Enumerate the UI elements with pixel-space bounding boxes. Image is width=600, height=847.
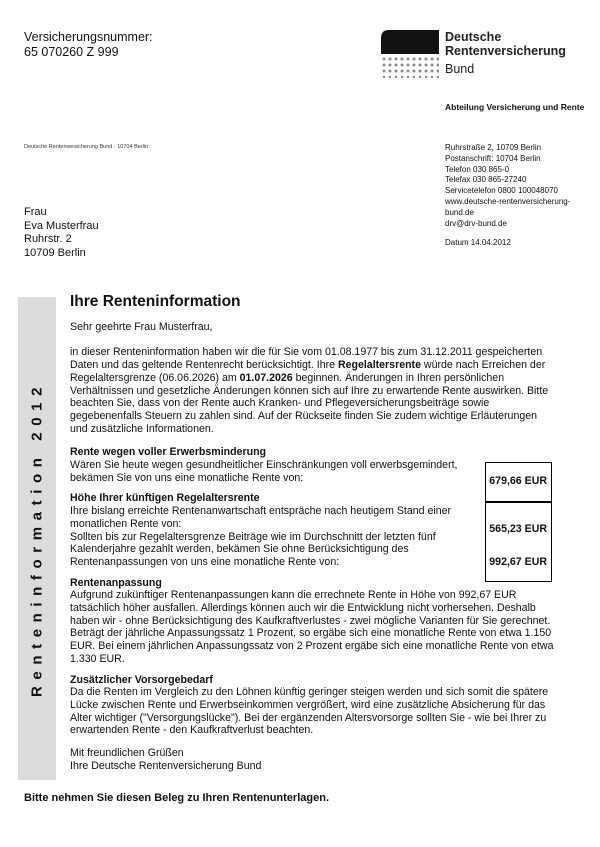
insurance-number-label: Versicherungsnummer: [24,30,153,44]
insurance-number-block [24,30,153,60]
section-title: Rente wegen voller Erwerbsminderung [70,446,267,459]
contact-line: Servicetelefon 0800 100048070 [445,186,558,196]
address-line: 10709 Berlin [24,246,86,259]
closing-greeting: Mit freundlichen Grüßen [70,747,184,760]
contact-block [445,143,595,249]
logo-line-1: Deutsche [445,30,502,44]
salutation: Sehr geehrte Frau Musterfrau, [70,320,213,333]
drv-logo-wordmark [445,30,566,76]
letter-body [70,293,555,773]
intro-bold-2: 01.07.2026 [239,371,293,384]
section-text: Aufgrund zukünftiger Rentenanpassungen kann die errechnete Rente in Höhe von 992,67 EUR tatsächlich höher ausfallen. Allerdings können auch wir die Entwicklung nicht vorhersehen. Deshalb haben wir - ohne Berücksichtigung des Kaufkraftverlustes - zwei mögliche Varianten für Sie gerechnet. Beträgt der jährliche Anpassungssatz 1 Prozent, so ergäbe sich eine monatliche Rente von etwa 1.150 EUR. Bei einem jährlichen Anpassungssatz von 2 Prozent ergäbe sich eine monatliche Rente von etwa 1.330 EUR. [70,589,554,665]
section-text: Ihre bislang erreichte Rentenanwartschaft entspräche nach heutigem Stand einer monatlichen Rente von: [70,505,452,530]
intro-text-2: würde nach Erreichen der Regelaltersgrenze (06.06.2026) am [70,359,546,384]
insurance-number: 65 070260 Z 999 [24,45,119,59]
intro-text-3: beginnen. Änderungen in Ihren persönlichen Verhältnissen und gesetzliche Änderungen können sich auf Ihre zu erwartende Rente auswirken. Bitte beachten Sie, dass von der Rente auch Kranken- und Pflegeversicherungsbeiträge sowie gegebenenfalls Steuern zu zahlen sind. Auf der Rückseite finden Sie zudem wichtige Erläuterungen und zusätzliche Informationen. [70,371,549,435]
contact-line: Telefon 030 865-0 [445,164,510,174]
sidebar-vertical-title: Renteninformation 2012 [28,380,46,697]
section-title: Höhe Ihrer künftigen Regelaltersrente [70,492,260,505]
amount-box-regular [485,502,552,582]
logo-line-2: Rentenversicherung [445,44,566,58]
contact-line: www.deutsche-rentenversicherung- [445,196,571,206]
drv-logo-icon [381,30,439,78]
address-line: Eva Musterfrau [24,219,99,232]
contact-line: Telefax 030 865-27240 [445,175,527,185]
section-additional-provision [70,674,555,738]
closing-signature: Ihre Deutsche Rentenversicherung Bund [70,759,262,772]
address-line: Frau [24,206,47,218]
address-line: Ruhrstr. 2 [24,233,72,246]
logo-line-3: Bund [445,62,475,76]
section-pension-adjustment [70,577,555,666]
section-title: Zusätzlicher Vorsorgebedarf [70,673,213,686]
intro-bold-1: Regelaltersrente [337,359,421,372]
department-label: Abteilung Versicherung und Rente [445,102,585,112]
sidebar-band [18,297,56,780]
contact-line: Postanschrift: 10704 Berlin [445,153,541,163]
intro-paragraph [70,346,555,435]
letter-date: Datum 14.04.2012 [445,238,511,248]
letter-title: Ihre Renteninformation [70,293,241,310]
section-text: Sollten bis zur Regelaltersgrenze Beiträge wie im Durchschnitt der letzten fünf Kalenderjahre gezahlt werden, bekämen Sie ohne Berücksichtigung des Rentenanpassungen von uns eine monatliche Rente von: [70,530,436,568]
contact-line: Ruhrstraße 2, 10709 Berlin [445,143,542,152]
intro-text-1: in dieser Renteninformation haben wir die für Sie vom 01.08.1977 bis zum 31.12.2011 gespeicherten Daten und das geltende Rentenrecht berücksichtigt. Ihre [70,346,543,372]
section-disability-pension [70,446,480,484]
contact-line: bund.de [445,207,474,217]
contact-line: drv@drv-bund.de [445,218,507,228]
amount-value: 679,66 EUR [489,475,547,487]
sender-return-line: Deutsche Rentenversicherung Bund · 10704 Berlin [24,144,149,150]
amount-box-disability [485,462,552,502]
amount-value: 565,23 EUR [489,523,547,535]
amount-value: 992,67 EUR [489,556,547,568]
section-title: Rentenanpassung [70,576,162,589]
section-text: Wären Sie heute wegen gesundheitlicher Einschränkungen voll erwerbsgemindert, bekämen Sie von uns eine monatliche Rente von: [70,459,458,484]
recipient-address [24,206,99,260]
section-text: Da die Renten im Vergleich zu den Löhnen künftig geringer steigen werden und sich somit die spätere Lücke zwischen Rente und Erwerbseinkommen vergrößert, wird eine zusätzliche Absicherung für das Alter wichtiger ("Versorgungslücke"). Bei der ergänzenden Altersvorsorge sollten Sie - wie bei Ihrer zu erwartenden Rente - den Kaufkraftverlust beachten. [70,686,549,737]
section-regular-pension [70,492,480,568]
closing [70,747,555,772]
footer-note: Bitte nehmen Sie diesen Beleg zu Ihren Rentenunterlagen. [24,792,330,804]
